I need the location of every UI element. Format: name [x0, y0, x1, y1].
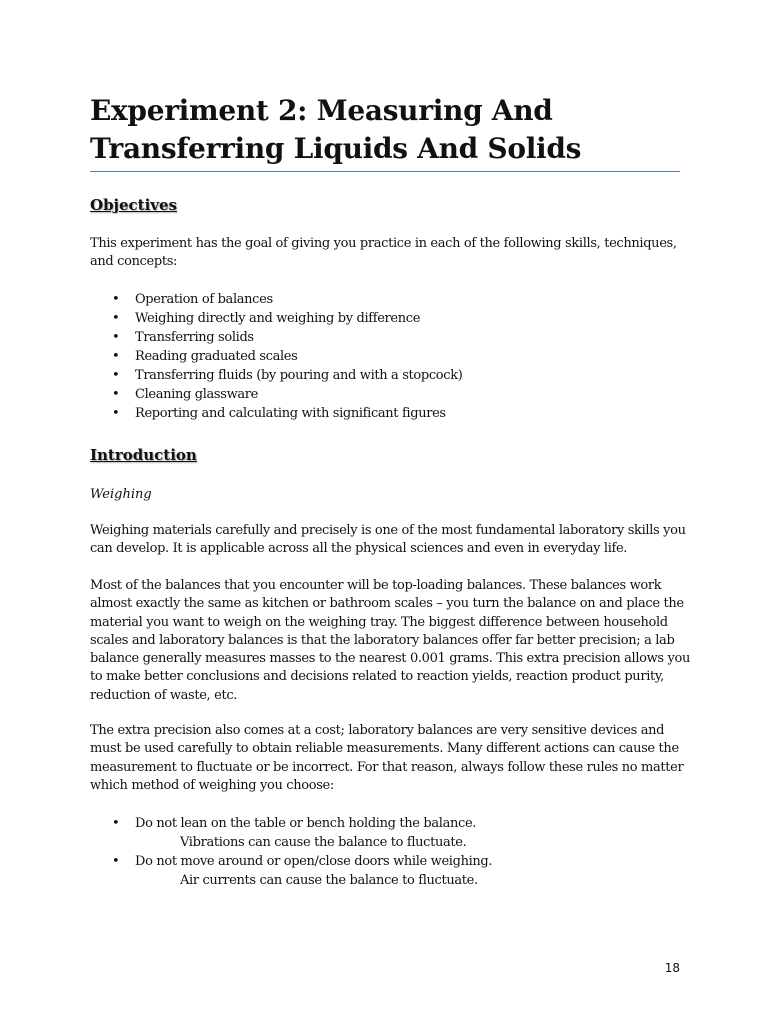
- intro-paragraph-1: Weighing materials carefully and precisely is one of the most fundamental laboratory skills you can develop. It is applicable across all the physical sciences and even in everyday life.: [90, 523, 686, 557]
- title-line-1: Experiment 2: Measuring And: [90, 94, 553, 127]
- objective-item: • Reporting and calculating with significant figures: [90, 404, 690, 423]
- weighing-rule-item: [90, 852, 690, 890]
- page-number: 18: [664, 961, 680, 975]
- weighing-rule-reason: Air currents can cause the balance to fluctuate.: [180, 873, 478, 888]
- objective-item: • Reading graduated scales: [90, 347, 690, 366]
- weighing-rule-item: [90, 814, 690, 852]
- objective-item: • Cleaning glassware: [90, 385, 690, 404]
- objective-item: • Weighing directly and weighing by difference: [90, 309, 690, 328]
- objectives-list: [90, 290, 690, 423]
- intro-paragraph-2: Most of the balances that you encounter will be top-loading balances. These balances work almost exactly the same as kitchen or bathroom scales – you turn the balance on and place the material you want to weigh on the weighing tray. The biggest difference between household scales and laboratory balances is that the laboratory balances offer far better precision; a lab balance generally measures masses to the nearest 0.001 grams. This extra precision allows you to make better conclusions and decisions related to reaction yields, reaction product purity, reduction of waste, etc.: [90, 578, 690, 703]
- weighing-rules-list: [90, 814, 690, 890]
- introduction-heading: Introduction: [90, 446, 197, 464]
- objectives-heading: Objectives: [90, 196, 177, 214]
- objective-item: • Transferring solids: [90, 328, 690, 347]
- title-line-2: Transferring Liquids And Solids: [90, 132, 582, 165]
- weighing-rule-reason: Vibrations can cause the balance to fluctuate.: [180, 835, 467, 850]
- objective-item: • Transferring fluids (by pouring and with a stopcock): [90, 366, 690, 385]
- objective-item: • Operation of balances: [90, 290, 690, 309]
- objectives-intro-paragraph: This experiment has the goal of giving you practice in each of the following skills, techniques, and concepts:: [90, 236, 677, 270]
- weighing-rule-text: Do not move around or open/close doors while weighing.: [135, 854, 493, 869]
- weighing-subheading: Weighing: [90, 487, 152, 502]
- page-title: [90, 92, 680, 168]
- weighing-rule-text: Do not lean on the table or bench holding the balance.: [135, 816, 477, 831]
- title-underline-rule: [90, 171, 680, 172]
- intro-paragraph-3: The extra precision also comes at a cost; laboratory balances are very sensitive devices and must be used carefully to obtain reliable measurements. Many different actions can cause the measurement to fluctuate or be incorrect. For that reason, always follow these rules no matter which method of weighing you choose:: [90, 723, 684, 793]
